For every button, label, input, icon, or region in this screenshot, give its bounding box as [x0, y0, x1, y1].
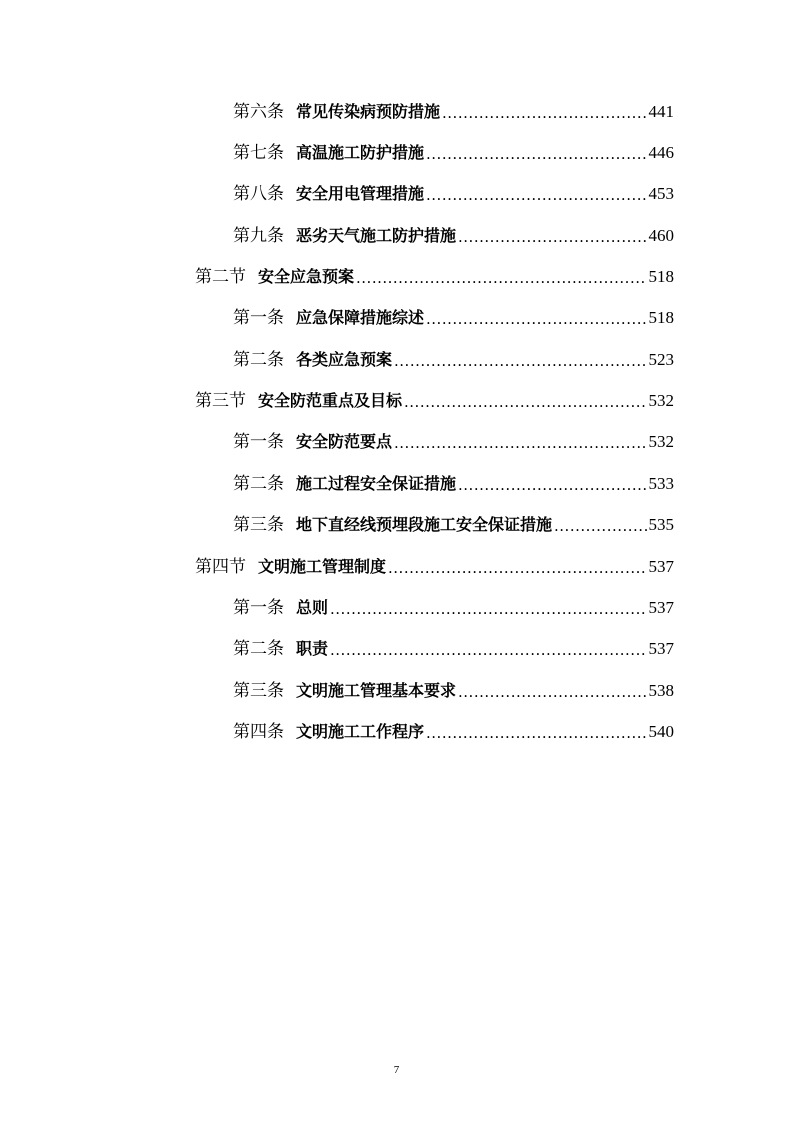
toc-dot-leader — [388, 559, 646, 577]
toc-entry-title: 文明施工管理制度 — [258, 557, 387, 576]
toc-entry-number: 第七条 — [233, 143, 284, 163]
toc-dot-leader — [404, 393, 646, 411]
toc-entry-number: 第二条 — [233, 474, 284, 494]
toc-dot-leader — [554, 517, 646, 535]
toc-entry[interactable] — [233, 592, 674, 618]
toc-entry-page: 537 — [648, 598, 674, 617]
toc-entry-page: 532 — [648, 432, 674, 451]
toc-entry-page: 540 — [648, 722, 674, 741]
toc-entry-title: 安全防范重点及目标 — [258, 391, 403, 410]
toc-entry-number: 第二条 — [233, 350, 284, 370]
toc-entry-page: 537 — [648, 557, 674, 576]
toc-entry-title: 安全用电管理措施 — [296, 184, 425, 203]
toc-entry[interactable] — [233, 344, 674, 370]
toc-entry[interactable] — [195, 385, 674, 411]
toc-entry-number: 第三节 — [195, 391, 246, 411]
toc-entry-title: 应急保障措施综述 — [296, 308, 425, 327]
toc-entry-number: 第三条 — [233, 515, 284, 535]
toc-entry[interactable] — [233, 509, 674, 535]
toc-entry[interactable] — [233, 178, 674, 204]
toc-entry-page: 441 — [648, 102, 674, 121]
toc-dot-leader — [458, 683, 646, 701]
toc-entry[interactable] — [233, 675, 674, 701]
toc-entry-title: 总则 — [296, 598, 329, 617]
toc-entry-number: 第三条 — [233, 681, 284, 701]
toc-entry-title: 高温施工防护措施 — [296, 143, 425, 162]
toc-entry[interactable] — [233, 96, 674, 122]
toc-entry-title: 文明施工管理基本要求 — [296, 681, 457, 700]
toc-dot-leader — [330, 600, 646, 618]
toc-entry-page: 532 — [648, 391, 674, 410]
toc-entry-title: 恶劣天气施工防护措施 — [296, 226, 457, 245]
toc-entry-title: 常见传染病预防措施 — [296, 102, 441, 121]
toc-entry-number: 第四节 — [195, 557, 246, 577]
toc-entry-number: 第二节 — [195, 267, 246, 287]
toc-entry-page: 523 — [648, 350, 674, 369]
toc-dot-leader — [426, 310, 646, 328]
toc-entry-title: 安全应急预案 — [258, 267, 355, 286]
toc-entry-title: 文明施工工作程序 — [296, 722, 425, 741]
toc-entry-number: 第九条 — [233, 226, 284, 246]
toc-dot-leader — [426, 724, 646, 742]
toc-entry-page: 533 — [648, 474, 674, 493]
toc-entry-page: 518 — [648, 267, 674, 286]
toc-entry[interactable] — [195, 551, 674, 577]
toc-entry-title: 各类应急预案 — [296, 350, 393, 369]
page-number-footer — [0, 1064, 793, 1076]
toc-entry-number: 第四条 — [233, 722, 284, 742]
toc-entry-page: 518 — [648, 308, 674, 327]
toc-entry[interactable] — [233, 426, 674, 452]
toc-dot-leader — [442, 104, 646, 122]
toc-entry-page: 537 — [648, 639, 674, 658]
toc-entry-page: 453 — [648, 184, 674, 203]
toc-entry-number: 第二条 — [233, 639, 284, 659]
toc-entry-page: 535 — [648, 515, 674, 534]
toc-entry[interactable] — [233, 716, 674, 742]
toc-entry[interactable] — [233, 220, 674, 246]
toc-entry-page: 538 — [648, 681, 674, 700]
toc-entry-number: 第一条 — [233, 598, 284, 618]
toc-entry-number: 第六条 — [233, 102, 284, 122]
toc-entry-title: 安全防范要点 — [296, 432, 393, 451]
toc-entry-number: 第八条 — [233, 184, 284, 204]
toc-dot-leader — [330, 641, 646, 659]
toc-entry-number: 第一条 — [233, 308, 284, 328]
toc-entry[interactable] — [233, 137, 674, 163]
toc-entry-title: 地下直经线预埋段施工安全保证措施 — [296, 515, 553, 534]
toc-entry[interactable] — [233, 468, 674, 494]
toc-dot-leader — [426, 186, 646, 204]
toc-dot-leader — [458, 228, 646, 246]
toc-dot-leader — [356, 269, 646, 287]
toc-entry-page: 446 — [648, 143, 674, 162]
toc-entry-number: 第一条 — [233, 432, 284, 452]
toc-entry-page: 460 — [648, 226, 674, 245]
toc-dot-leader — [394, 434, 646, 452]
toc-entry-title: 施工过程安全保证措施 — [296, 474, 457, 493]
toc-entry[interactable] — [233, 302, 674, 328]
toc-entry[interactable] — [195, 261, 674, 287]
toc-dot-leader — [458, 476, 646, 494]
toc-entry[interactable] — [233, 633, 674, 659]
toc-dot-leader — [426, 145, 646, 163]
toc-entry-title: 职责 — [296, 639, 329, 658]
page-number: 7 — [393, 1064, 400, 1076]
toc-dot-leader — [394, 352, 646, 370]
